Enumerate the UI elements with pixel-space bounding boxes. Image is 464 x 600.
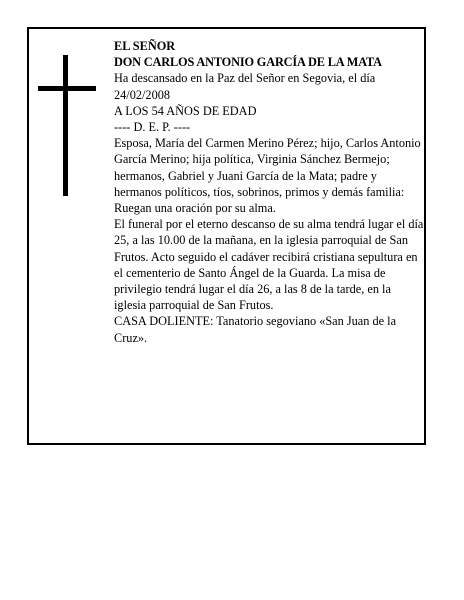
death-notice: Ha descansado en la Paz del Señor en Segovia, el día 24/02/2008 <box>114 71 376 102</box>
mourning-house: CASA DOLIENTE: Tanatorio segoviano «San Juan de la Cruz». <box>114 314 397 345</box>
rip-line: ---- D. E. P. ---- <box>114 120 191 135</box>
age-line: A LOS 54 AÑOS DE EDAD <box>114 103 257 118</box>
prayer-request: Ruegan una oración por su alma. <box>114 201 276 216</box>
deceased-name: DON CARLOS ANTONIO GARCÍA DE LA MATA <box>114 55 382 70</box>
funeral-details: El funeral por el eterno descanso de su alma tendrá lugar el día 25, a las 10.00 de la mañana, en la iglesia parroquial de San Frutos. Acto seguido el cadáver recibirá cristiana sepultura en el cementerio de Santo Ángel de la Guarda. La misa de privilegio tendrá lugar el día 26, a las 8 de la tarde, en la iglesia parroquial de San Frutos. <box>114 217 424 313</box>
cross-horizontal-bar <box>38 86 96 91</box>
latin-cross-icon <box>38 55 96 196</box>
obituary-title: EL SEÑOR <box>114 39 176 53</box>
cross-vertical-bar <box>63 55 68 196</box>
obituary-text <box>114 38 424 346</box>
family-list: Esposa, María del Carmen Merino Pérez; hijo, Carlos Antonio García Merino; hija política, Virginia Sánchez Bermejo; hermanos, Gabriel y Juani García de la Mata; padre y hermanos políticos, tíos, sobrinos, primos y demás familia: <box>114 136 421 199</box>
